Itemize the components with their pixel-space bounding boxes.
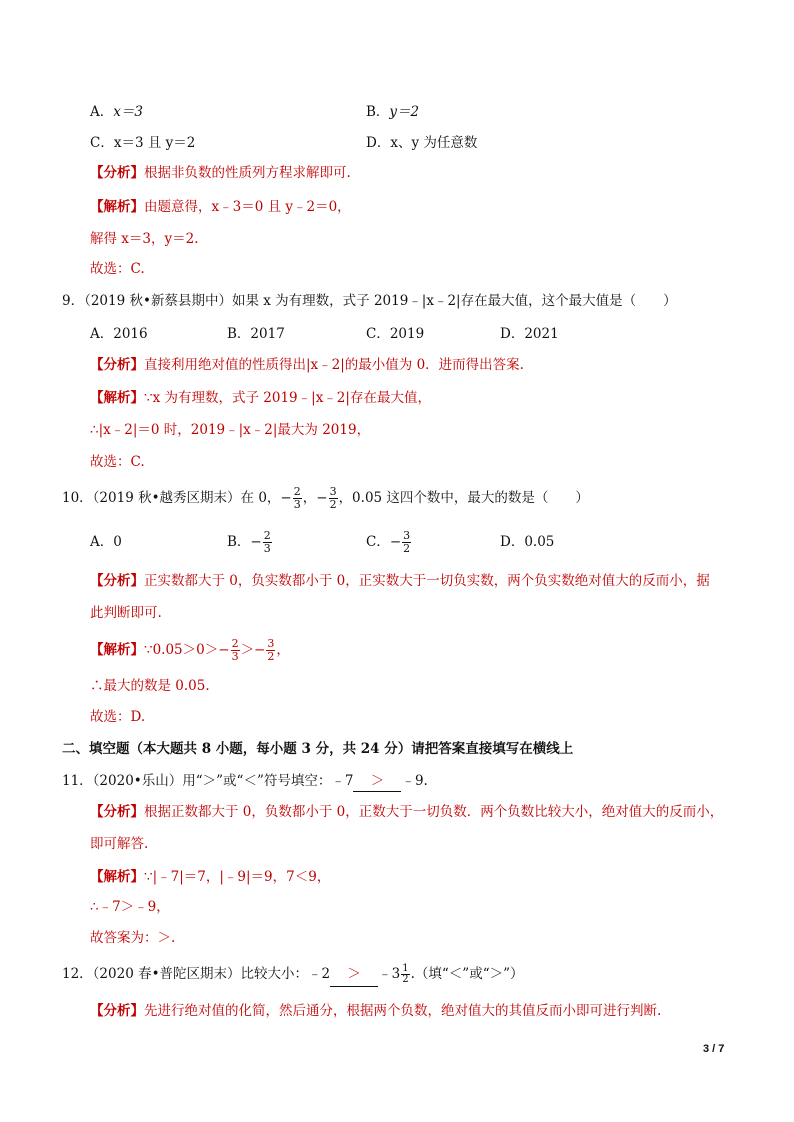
q11-analysis-line2: 即可解答. <box>90 836 149 852</box>
q9-stem: 9．（2019 秋•新蔡县期中）如果 x 为有理数，式子 2019﹣|x﹣2|存在最大值，这个最大值是（ ） <box>62 293 677 309</box>
q10-stem: 10．（2019 秋•越秀区期末）在 0，− $\frac{2}{3}$ ，− $\frac{3}{2}$ ，0.05 这四个数中，最大的数是（ ） <box>62 485 589 511</box>
q8-solution-line1: 【解析】由题意得，x﹣3＝0 且 y﹣2＝0， <box>90 199 351 215</box>
q10-option-a: A．0 <box>90 534 122 550</box>
q11-solution-line2: ∴﹣7＞﹣9， <box>90 899 170 915</box>
q8-answer: 故选：C. <box>90 261 145 277</box>
q11-stem: 11．（2020•乐山）用“＞”或“＜”符号填空：﹣7 ＞ ﹣9. <box>62 771 428 792</box>
q8-option-d: D．x、y 为任意数 <box>366 135 478 151</box>
q9-option-a: A．2016 <box>90 326 148 342</box>
q9-analysis: 【分析】直接利用绝对值的性质得出|x﹣2|的最小值为 0．进而得出答案. <box>90 357 524 373</box>
q9-option-d: D．2021 <box>500 326 559 342</box>
page-number: 3 / 7 <box>703 1043 725 1055</box>
q9-option-c: C．2019 <box>366 326 425 342</box>
q10-solution-line2: ∴最大的数是 0.05. <box>90 678 210 694</box>
q11-solution-line1: 【解析】∵|﹣7|＝7，|﹣9|＝9，7＜9， <box>90 869 331 885</box>
q9-answer: 故选：C. <box>90 454 145 470</box>
q12-mixed-fraction: $\frac{1}{2}$ <box>402 963 409 985</box>
section-heading: 二、填空题（本大题共 8 小题，每小题 3 分，共 24 分）请把答案直接填写在横线上 <box>62 741 574 757</box>
q8-option-b: B．y＝2 <box>366 104 420 120</box>
q12-stem: 12．（2020 春•普陀区期末）比较大小：﹣2 ＞ ﹣3 $\frac{1}{2}$ .（填“＜”或“＞”） <box>62 963 524 985</box>
q10-option-b: B．− $\frac{2}{3}$ <box>227 529 271 555</box>
q12-answer-blank: ＞ <box>330 962 378 987</box>
q10-answer: 故选：D. <box>90 709 146 725</box>
q11-answer-blank: ＞ <box>353 771 401 792</box>
q10-stem-fraction-1: $\frac{2}{3}$ <box>293 485 301 511</box>
q8-option-c: C．x＝3 且 y＝2 <box>90 135 196 151</box>
q10-stem-fraction-2: $\frac{3}{2}$ <box>329 485 337 511</box>
q8-solution-line2: 解得 x＝3，y＝2. <box>90 231 199 247</box>
q9-option-b: B．2017 <box>227 326 285 342</box>
q10-option-d: D．0.05 <box>500 534 555 550</box>
q8-option-a: A．x＝3 <box>90 104 143 120</box>
q10-analysis-line1: 【分析】正实数都大于 0，负实数都小于 0，正实数大于一切负实数，两个负实数绝对值大的反而小，据 <box>90 573 710 589</box>
q10-analysis-line2: 此判断即可. <box>90 605 162 621</box>
q9-solution-line1: 【解析】∵x 为有理数，式子 2019﹣|x﹣2|存在最大值， <box>90 390 431 406</box>
q10-option-c: C．− $\frac{3}{2}$ <box>366 529 411 555</box>
q12-analysis: 【分析】先进行绝对值的化简，然后通分，根据两个负数，绝对值大的其值反而小即可进行判断. <box>90 1003 662 1019</box>
q9-solution-line2: ∴|x﹣2|＝0 时，2019﹣|x﹣2|最大为 2019， <box>90 422 371 438</box>
q10-solution-line1: 【解析】∵0.05＞0＞− $\frac{2}{3}$ ＞− $\frac{3}{2}$ ， <box>90 637 290 663</box>
q8-analysis: 【分析】根据非负数的性质列方程求解即可. <box>90 165 351 181</box>
q11-answer: 故答案为：＞. <box>90 930 176 946</box>
q11-analysis-line1: 【分析】根据正数都大于 0，负数都小于 0，正数大于一切负数．两个负数比较大小，绝对值大的反而小， <box>90 804 724 820</box>
